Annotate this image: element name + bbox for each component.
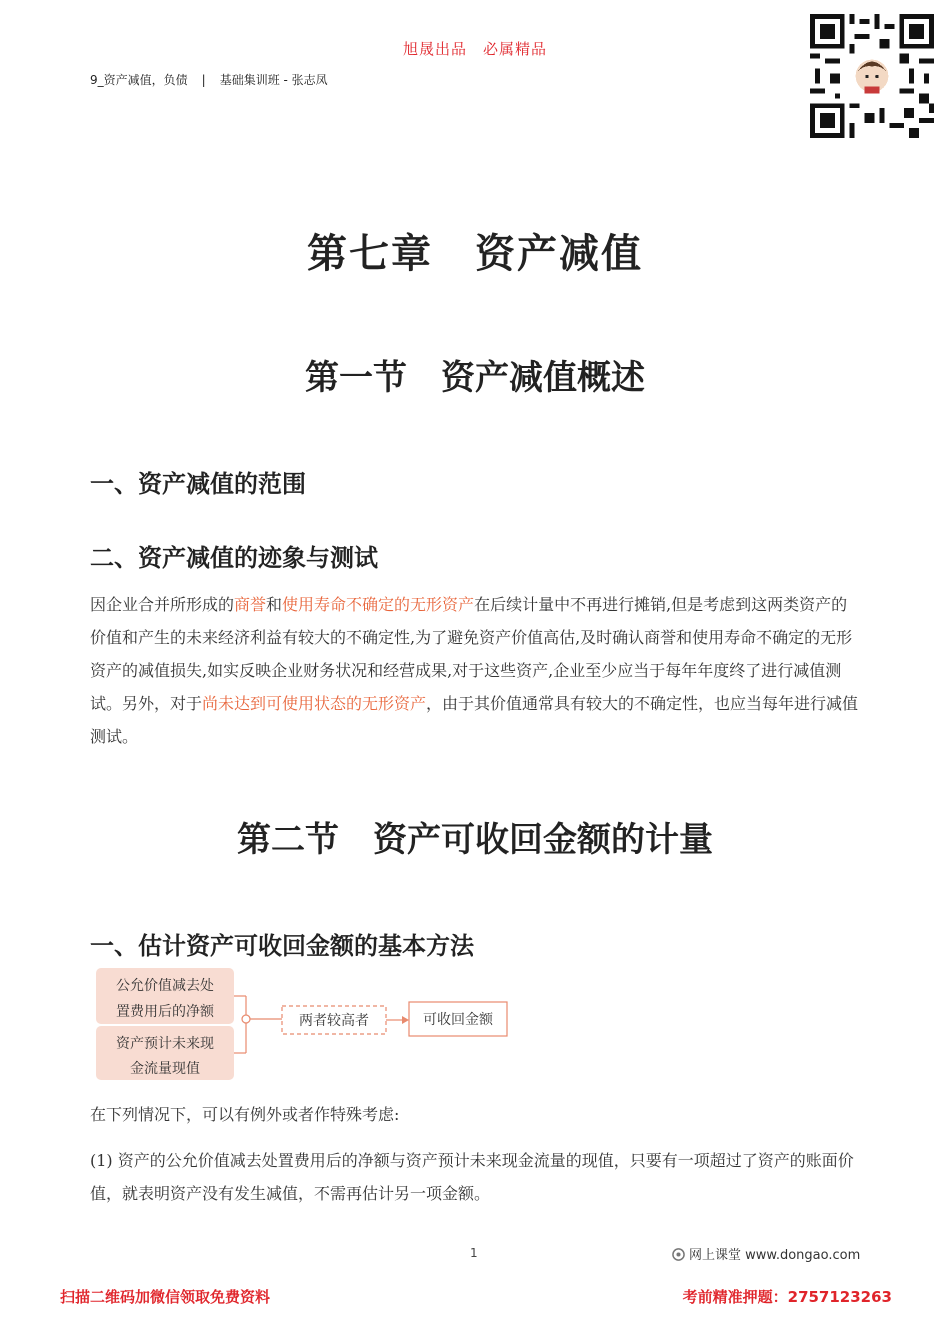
merge-bracket [234,996,282,1053]
highlight-unavailable-intangible: 尚未达到可使用状态的无形资产 [202,694,427,713]
fair-value-line2: 置费用后的净额 [116,1004,214,1020]
recoverable-amount-label: 可收回金额 [423,1012,493,1028]
exception-item-1: (1) 资产的公允价值减去处置费用后的净额与资产预计未来现金流量的现值，只要有一项超过了资产的账面价值，就表明资产没有发生减值，不需再估计另一项金额。 [90,1151,854,1203]
chapter-title: 第七章 资产减值 [307,230,643,277]
page-number: 1 [470,1246,478,1260]
higher-of-two-label: 两者较高者 [299,1013,369,1029]
highlight-indefinite-intangible: 使用寿命不确定的无形资产 [282,595,475,614]
recoverable-amount-diagram [90,966,520,1082]
para-text: 和 [266,595,283,614]
header-row [90,71,328,88]
fair-value-line1: 公允价值减去处 [116,978,214,994]
section1-title: 第一节 资产减值概述 [305,358,645,398]
header-separator: | [201,73,206,87]
exception-intro: 在下列情况下，可以有例外或者作特殊考虑: [90,1105,400,1124]
heading-indicators: 二、资产减值的迹象与测试 [90,543,378,572]
cash-flow-line1: 资产预计未来现 [116,1036,214,1052]
cash-flow-line2: 金流量现值 [130,1061,200,1077]
footer-right-promo: 考前精准押题：2757123263 [682,1288,892,1306]
qr-code [810,14,934,138]
footer-left-promo: 扫描二维码加微信领取免费资料 [60,1288,271,1306]
paragraph-impairment-test [90,588,860,753]
class-info: 基础集训班 - 张志凤 [219,73,328,87]
brand-text: 网上课堂 www.dongao.com [689,1248,861,1263]
heading-scope: 一、资产减值的范围 [90,469,306,498]
heading-basic-method: 一、估计资产可收回金额的基本方法 [90,931,474,960]
para-text: ，由于其价值通常具有较大的不确定性，也应当每年进行减值测试。 [90,694,859,746]
highlight-goodwill: 商誉 [234,595,267,614]
arrow-head [402,1016,409,1024]
brand-footer [672,1244,860,1263]
course-title: 9_资产减值，负债 [90,73,188,87]
section2-title: 第二节 资产可收回金额的计量 [237,820,713,860]
para-text: 因企业合并所形成的 [90,595,235,614]
brand-logo-icon [672,1248,685,1261]
para-text: 在后续计量中不再进行摊销,但是考虑到这两类资产的价值和产生的未来经济利益有较大的不确定性,为了避免资产价值高估,及时确认商誉和使用寿命不确定的无形资产的减值损失,如实反映企业财务状况和经营成果,对于这些资产,企业至少应当于每年年度终了进行减值测试。另外，对于 [90,595,853,713]
top-banner: 旭晟出品 必属精品 [402,40,547,58]
